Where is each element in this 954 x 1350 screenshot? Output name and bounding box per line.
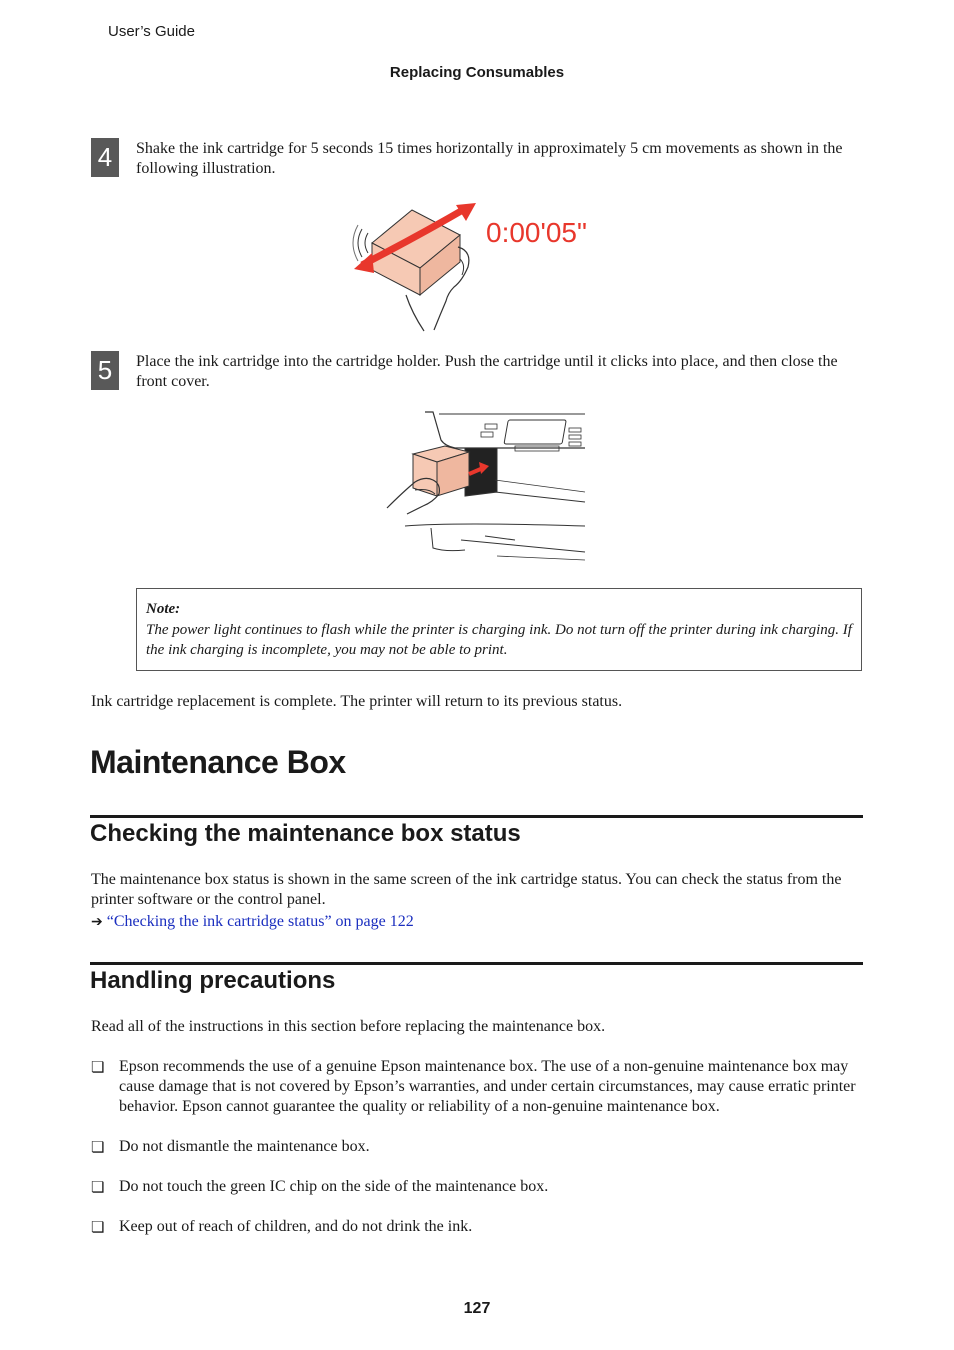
arrow-right-icon: ➔ <box>91 915 103 930</box>
checkbox-bullet-icon: ❏ <box>91 1180 105 1196</box>
step-4-text: Shake the ink cartridge for 5 seconds 15 times horizontally in approximately 5 cm movements as shown in the following illustration. <box>136 140 843 177</box>
step-number-4: 4 <box>91 138 119 177</box>
precaution-item: Do not dismantle the maintenance box. <box>119 1138 370 1155</box>
handling-intro: Read all of the instructions in this section before replacing the maintenance box. <box>91 1018 606 1035</box>
checkbox-bullet-icon: ❏ <box>91 1220 105 1236</box>
shake-cartridge-illustration <box>350 195 610 333</box>
checking-link-row <box>91 912 864 933</box>
note-text: The power light continues to flash while the printer is charging ink. Do not turn off the printer during ink charging. If the ink charging is incomplete, you may not be able to print. <box>146 622 852 658</box>
page-number: 127 <box>463 1300 491 1317</box>
section-rule-checking <box>90 815 863 818</box>
step-5-text: Place the ink cartridge into the cartridge holder. Push the cartridge until it clicks into place, and then close the front cover. <box>136 353 838 390</box>
handling-heading: Handling precautions <box>90 967 336 994</box>
precaution-item: Keep out of reach of children, and do not drink the ink. <box>119 1218 473 1235</box>
checkbox-bullet-icon: ❏ <box>91 1140 105 1156</box>
checking-heading: Checking the maintenance box status <box>90 820 521 847</box>
note-title: Note: <box>146 601 181 617</box>
section-title: Replacing Consumables <box>389 64 565 81</box>
precaution-item: Epson recommends the use of a genuine Epson maintenance box. The use of a non-genuine maintenance box may cause damage that is not covered by Epson’s warranties, and under certain circumstances, may cause erratic printer behavior. Epson cannot guarantee the quality or reliability of a non-genuine maintenance box. <box>119 1058 856 1115</box>
insert-cartridge-illustration <box>385 410 587 564</box>
checkbox-bullet-icon: ❏ <box>91 1060 105 1076</box>
timer-readout: 0:00'05" <box>486 217 587 248</box>
step-number-5: 5 <box>91 351 119 390</box>
maintenance-heading: Maintenance Box <box>90 744 346 780</box>
checking-ink-status-link[interactable]: “Checking the ink cartridge status” on page 122 <box>106 913 414 930</box>
completion-text: Ink cartridge replacement is complete. The printer will return to its previous status. <box>91 693 623 710</box>
checking-text: The maintenance box status is shown in the same screen of the ink cartridge status. You can check the status from the printer software or the control panel. <box>91 871 842 908</box>
section-rule-handling <box>90 962 863 965</box>
guide-title: User’s Guide <box>108 23 195 40</box>
precaution-item: Do not touch the green IC chip on the side of the maintenance box. <box>119 1178 549 1195</box>
